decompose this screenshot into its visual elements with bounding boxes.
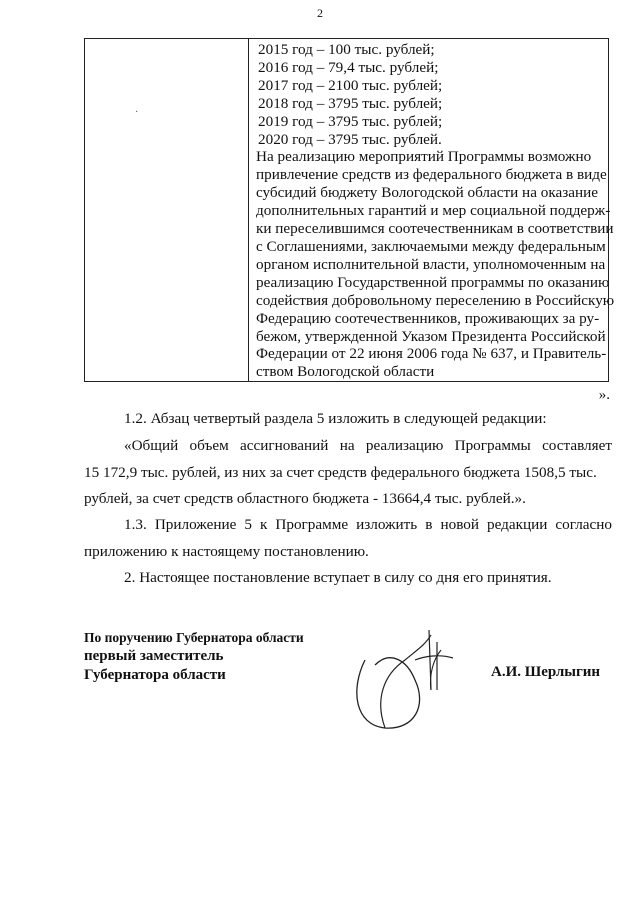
text-line: ки переселившимся соотечественникам в соответствии [256, 220, 614, 238]
paragraph-1-3 [84, 512, 612, 565]
appendix-line-1: 1.3. Приложение 5 к Программе изложить в новой редакции согласно [124, 516, 612, 533]
text-line: содействия добровольному переселению в Российскую [256, 291, 615, 309]
text-line: бежом, утвержденной Указом Президента Российской [256, 327, 606, 345]
year-line: 2020 год – 3795 тыс. рублей. [258, 130, 442, 148]
text-line: дополнительных гарантий и мер социальной поддерж- [256, 202, 611, 220]
closing-quote: ». [598, 387, 610, 403]
funding-line-1: «Общий объем ассигнований на реализацию Программы составляет [124, 437, 612, 454]
funding-cell [256, 41, 615, 381]
year-line: 2016 год – 79,4 тыс. рублей; [258, 58, 439, 76]
paragraph-funding [84, 433, 612, 513]
text-line: реализацию Государственной программы по оказанию [256, 273, 610, 291]
program-table [84, 38, 615, 382]
text-line: ством Вологодской области [256, 363, 435, 381]
signatory-line-1: По поручению Губернатора области [84, 630, 304, 645]
appendix-line-2: приложению к настоящему постановлению. [84, 542, 369, 560]
text-line: Федерации от 22 июня 2006 года № 637, и Правитель- [256, 345, 607, 363]
text-line: субсидий бюджету Вологодской области на оказание [256, 184, 598, 202]
left-cell-mark: · [135, 107, 139, 118]
text-line: привлечение средств из федерального бюджета в виде [256, 166, 607, 184]
year-line: 2017 год – 2100 тыс. рублей; [258, 76, 443, 94]
signatory-line-2: первый заместитель [84, 648, 224, 664]
text-line: Федерацию соотечественников, проживающих за ру- [256, 309, 600, 327]
text-line: На реализацию мероприятий Программы возможно [256, 148, 592, 166]
paragraph-1-2: 1.2. Абзац четвертый раздела 5 изложить в следующей редакции: [124, 410, 547, 427]
funding-line-3: рублей, за счет средств областного бюджета - 13664,4 тыс. рублей.». [84, 490, 526, 507]
text-line: органом исполнительной власти, уполномоченным на [256, 255, 606, 273]
signatory-line-3: Губернатора области [84, 667, 226, 683]
funding-line-2: 15 172,9 тыс. рублей, из них за счет средств федерального бюджета 1508,5 тыс. [84, 463, 597, 481]
signatory-name: А.И. Шерлыгин [491, 664, 601, 680]
signatory-title [84, 628, 304, 685]
text-line: с Соглашениями, заключаемыми между федеральным [256, 237, 606, 255]
year-line: 2018 год – 3795 тыс. рублей; [258, 94, 443, 112]
paragraph-2: 2. Настоящее постановление вступает в силу со дня его принятия. [124, 569, 552, 586]
handwritten-signature [345, 620, 465, 740]
year-line: 2019 год – 3795 тыс. рублей; [258, 112, 443, 130]
table-column-divider [248, 39, 249, 381]
page-number: 2 [317, 6, 323, 20]
year-line: 2015 год – 100 тыс. рублей; [258, 41, 435, 58]
